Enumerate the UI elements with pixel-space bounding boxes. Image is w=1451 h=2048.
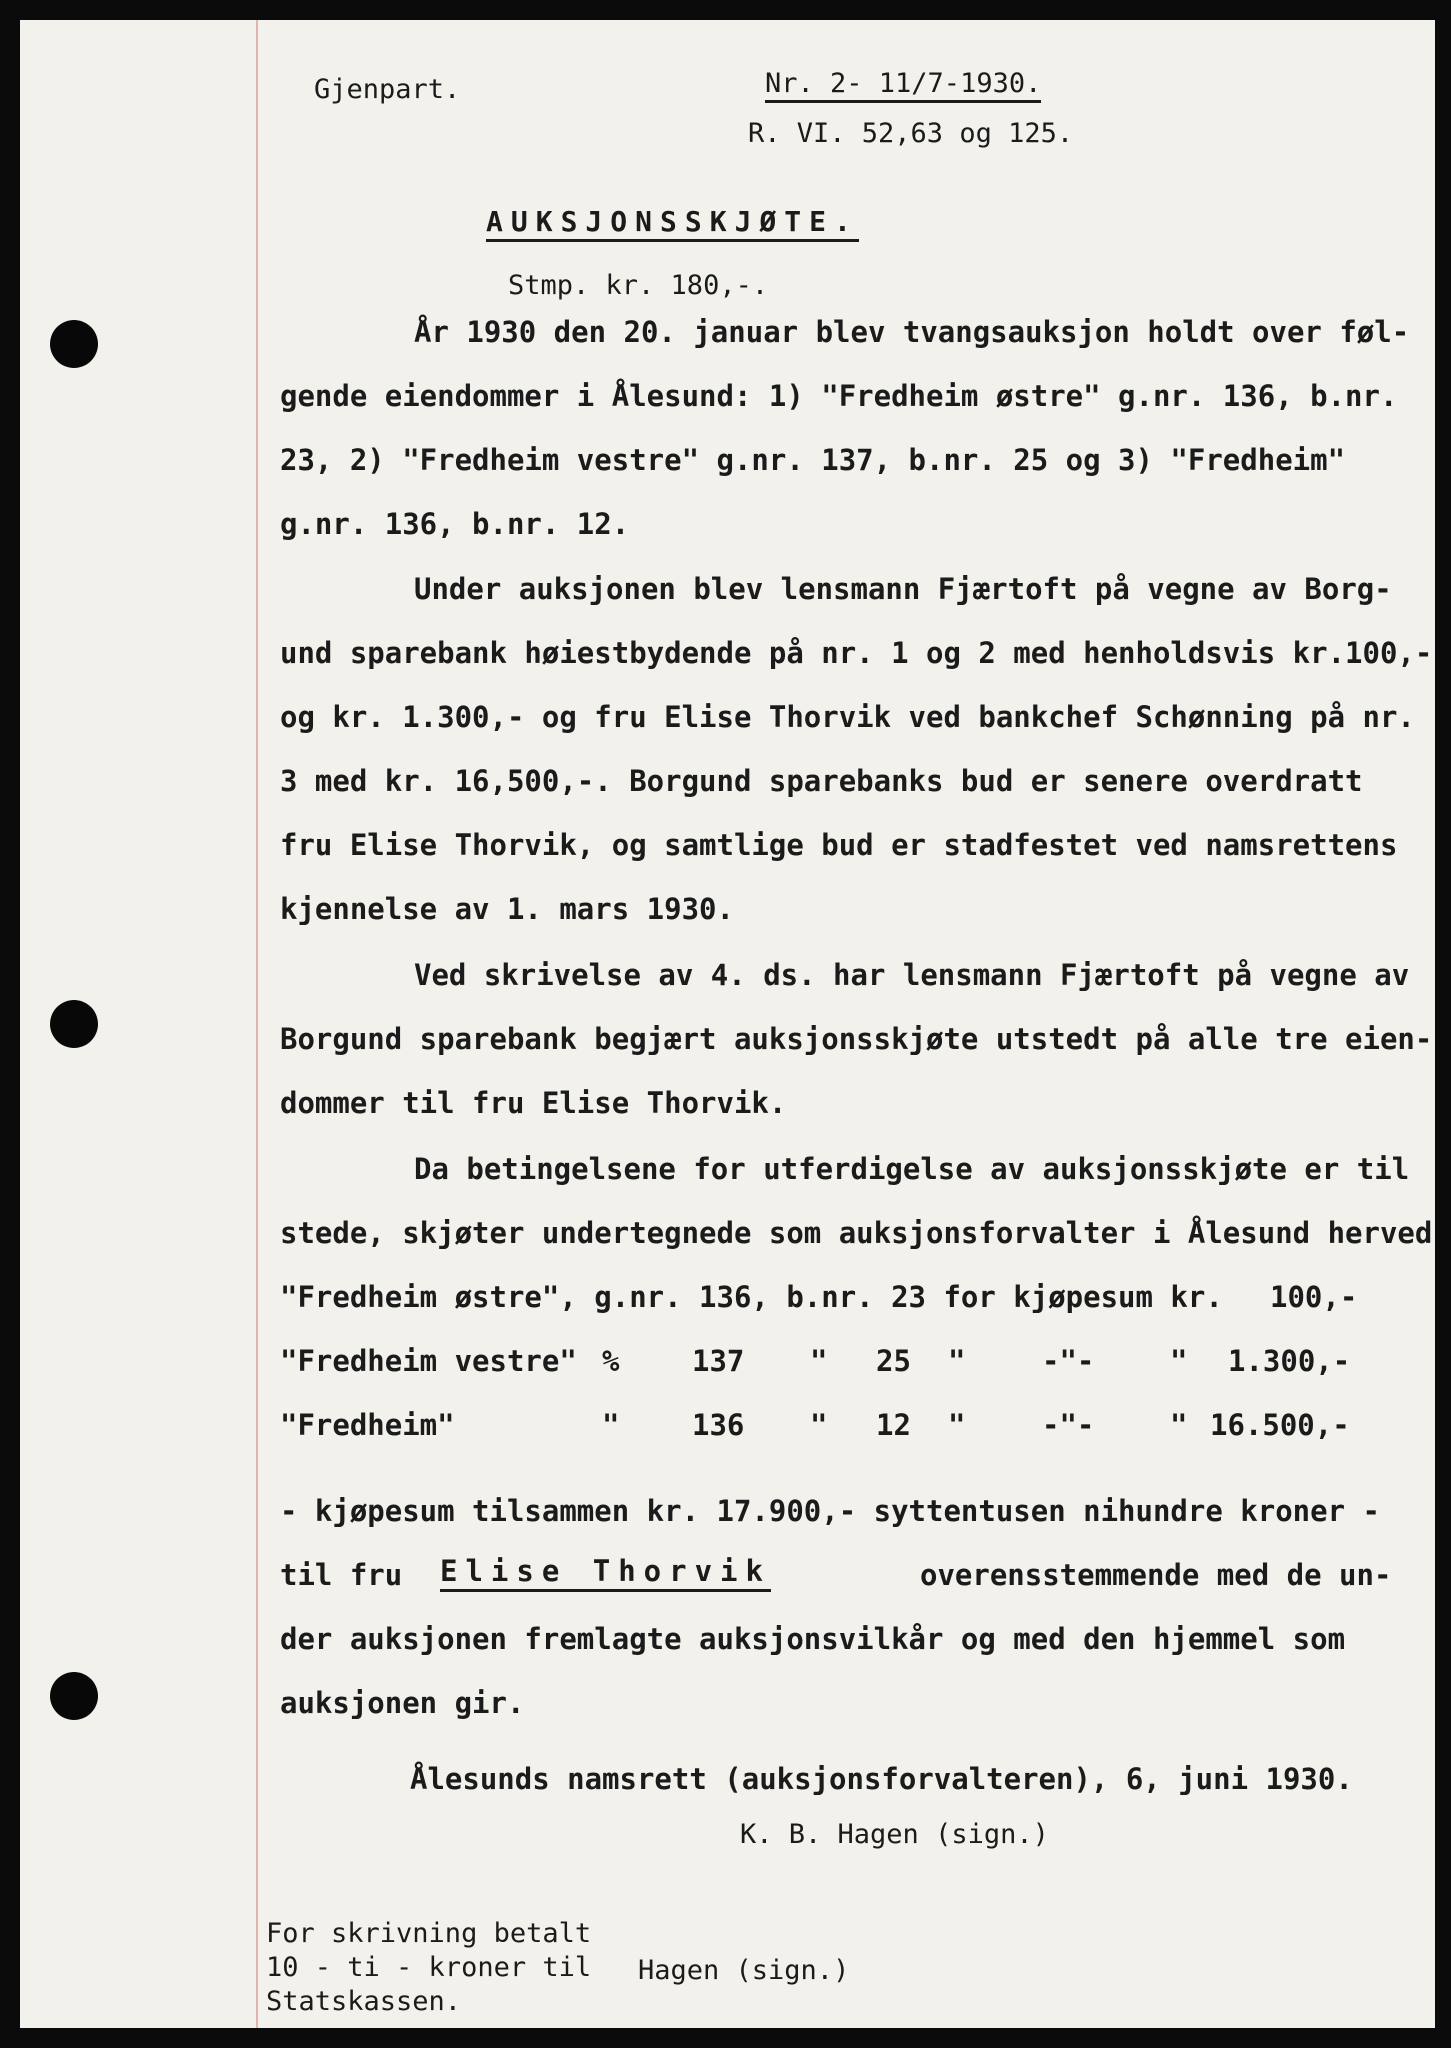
copy-label: Gjenpart. (314, 74, 461, 105)
property-row-2-ditto-3: " (948, 1344, 966, 1378)
paragraph-1-line-4: g.nr. 136, b.nr. 12. (280, 507, 630, 541)
register-reference: R. VI. 52,63 og 125. (748, 118, 1074, 149)
property-row-2-ditto-5: " (1170, 1344, 1188, 1378)
place-and-date: Ålesunds namsrett (auksjonsforvalteren), 6, juni 1930. (410, 1762, 1353, 1796)
property-row-2-ditto-4: -"- (1042, 1344, 1095, 1378)
closing-line-2-prefix: til fru (280, 1558, 403, 1592)
document-page (20, 20, 1435, 2028)
property-row-1-amount: 100,- (1270, 1280, 1358, 1314)
stamp-duty: Stmp. kr. 180,-. (508, 270, 769, 301)
closing-line-4: auksjonen gir. (280, 1686, 525, 1720)
document-title: AUKSJONSSKJØTE. (486, 208, 859, 242)
property-row-2-amount: 1.300,- (1228, 1344, 1351, 1378)
signature: K. B. Hagen (sign.) (740, 1819, 1049, 1850)
property-row-3-ditto-2: " (810, 1408, 828, 1442)
paragraph-2-line-1: Under auksjonen blev lensmann Fjærtoft på vegne av Borg- (414, 572, 1392, 606)
property-row-3-ditto-5: " (1170, 1408, 1188, 1442)
record-number: Nr. 2- 11/7-1930. (765, 70, 1041, 103)
paragraph-2-line-4: 3 med kr. 16,500,-. Borgund sparebanks bud er senere overdratt (280, 764, 1363, 798)
punch-hole-bottom (50, 1672, 98, 1720)
punch-hole-middle (50, 1000, 98, 1048)
paragraph-2-line-2: und sparebank høiestbydende på nr. 1 og 2 med henholdsvis kr.100,- (280, 636, 1433, 670)
property-row-3-ditto: " (602, 1408, 620, 1442)
property-row-2-ditto-2: " (810, 1344, 828, 1378)
property-row-3-ditto-4: -"- (1042, 1408, 1095, 1442)
paragraph-4-line-1: Da betingelsene for utferdigelse av auksjonsskjøte er til (414, 1152, 1410, 1186)
fee-note-line-2: 10 - ti - kroner til (266, 1952, 592, 1983)
property-row-3-amount: 16.500,- (1210, 1408, 1350, 1442)
property-row-2-name: "Fredheim vestre" (280, 1344, 577, 1378)
closing-line-3: der auksjonen fremlagte auksjonsvilkår og med den hjemmel som (280, 1622, 1346, 1656)
property-row-3-ditto-3: " (948, 1408, 966, 1442)
paragraph-1-line-2: gende eiendommer i Ålesund: 1) "Fredheim østre" g.nr. 136, b.nr. (280, 379, 1398, 413)
property-row-2-gnr: 137 (692, 1344, 745, 1378)
closing-line-1: - kjøpesum tilsammen kr. 17.900,- syttentusen nihundre kroner - (280, 1494, 1380, 1528)
paragraph-1-line-1: År 1930 den 20. januar blev tvangsauksjon holdt over føl- (414, 315, 1410, 349)
property-row-1-description: "Fredheim østre", g.nr. 136, b.nr. 23 for kjøpesum kr. (280, 1280, 1223, 1314)
paragraph-1-line-3: 23, 2) "Fredheim vestre" g.nr. 137, b.nr. 25 og 3) "Fredheim" (280, 443, 1346, 477)
paragraph-4-line-2: stede, skjøter undertegnede som auksjonsforvalter i Ålesund herved (280, 1216, 1433, 1250)
paragraph-3-line-1: Ved skrivelse av 4. ds. har lensmann Fjærtoft på vegne av (414, 958, 1410, 992)
margin-line (256, 20, 258, 2028)
paragraph-3-line-2: Borgund sparebank begjært auksjonsskjøte utstedt på alle tre eien- (280, 1022, 1433, 1056)
property-row-3-gnr: 136 (692, 1408, 745, 1442)
buyer-name: Elise Thorvik (440, 1557, 771, 1592)
property-row-2-ditto: % (602, 1344, 620, 1378)
fee-note-line-1: For skrivning betalt (266, 1918, 592, 1949)
closing-line-2-suffix: overensstemmende med de un- (920, 1558, 1392, 1592)
fee-note-signature: Hagen (sign.) (638, 1955, 850, 1986)
paragraph-3-line-3: dommer til fru Elise Thorvik. (280, 1086, 787, 1120)
paragraph-2-line-5: fru Elise Thorvik, og samtlige bud er stadfestet ved namsrettens (280, 828, 1398, 862)
property-row-3-bnr: 12 (876, 1408, 911, 1442)
paragraph-2-line-6: kjennelse av 1. mars 1930. (280, 892, 734, 926)
paragraph-2-line-3: og kr. 1.300,- og fru Elise Thorvik ved bankchef Schønning på nr. (280, 700, 1415, 734)
punch-hole-top (50, 320, 98, 368)
property-row-3-name: "Fredheim" (280, 1408, 455, 1442)
property-row-2-bnr: 25 (876, 1344, 911, 1378)
fee-note-line-3: Statskassen. (266, 1986, 462, 2017)
